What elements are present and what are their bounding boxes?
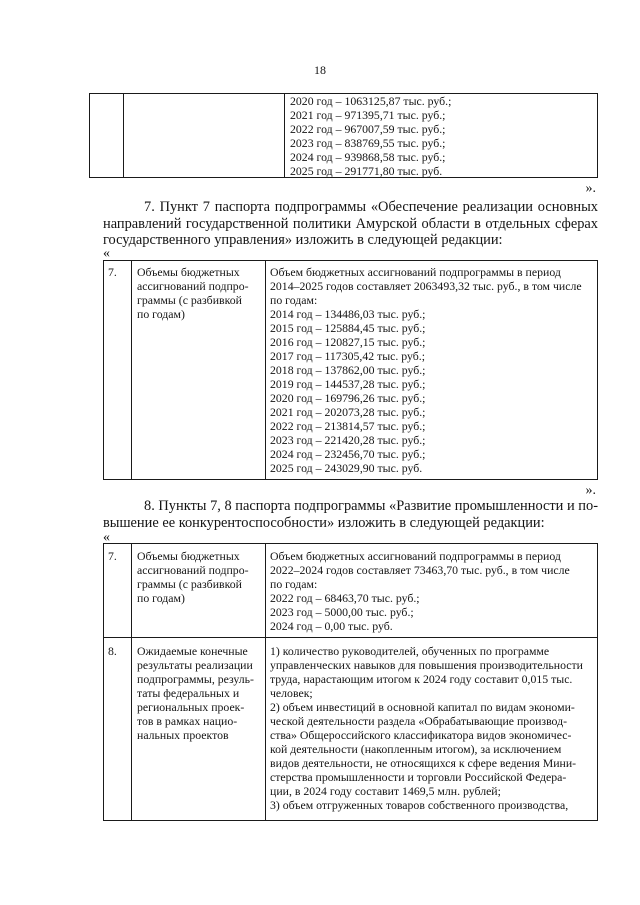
table-cell-number: 7. xyxy=(104,544,132,638)
value-line: 3) объем отгруженных товаров собственного производства, xyxy=(270,798,569,812)
value-line: 2022–2024 годов составляет 73463,70 тыс. руб., в том числе xyxy=(270,563,570,577)
table-cell-label xyxy=(132,638,266,820)
value-line: стерства промышленности и торговли Российской Федера- xyxy=(270,770,567,784)
value-line: 2016 год – 120827,15 тыс. руб.; xyxy=(270,335,426,349)
opening-quote: « xyxy=(103,530,110,545)
label-line: по годам) xyxy=(137,591,185,605)
table-cell-value xyxy=(285,94,597,177)
value-line: ства» Общероссийского классификатора видов экономичес- xyxy=(270,728,572,742)
value-line: ции, в 2024 году составит 1469,5 млн. рублей; xyxy=(270,784,501,798)
item-8-table xyxy=(103,543,598,821)
value-line: труда, нарастающим итогом к 2024 году составит 0,015 тыс. xyxy=(270,672,573,686)
closing-quote: ». xyxy=(585,483,596,498)
closing-quote: ». xyxy=(585,181,596,196)
value-line: 2023 год – 5000,00 тыс. руб.; xyxy=(270,605,414,619)
table-cell-number xyxy=(90,94,124,177)
value-line: человек; xyxy=(270,686,313,700)
paragraph-line: направлений государственной политики Амурской области в отдельных сферах xyxy=(103,215,598,232)
table-cell-value xyxy=(266,638,597,820)
item-7-table xyxy=(103,260,598,480)
table-cell-label xyxy=(132,544,266,638)
paragraph-line: 8. Пункты 7, 8 паспорта подпрограммы «Развитие промышленности и по- xyxy=(144,498,598,514)
table-cell-value xyxy=(266,261,597,479)
label-line: тов в рамках нацио- xyxy=(137,714,238,728)
value-line: 2020 год – 169796,26 тыс. руб.; xyxy=(270,391,426,405)
value-line: 2020 год – 1063125,87 тыс. руб.; xyxy=(290,94,452,108)
value-line: по годам: xyxy=(270,577,318,591)
value-line: кой деятельности (накопленным итогом), за исключением xyxy=(270,742,562,756)
label-line: ассигнований подпро- xyxy=(137,279,249,293)
label-line: граммы (с разбивкой xyxy=(137,577,242,591)
paragraph-item-7 xyxy=(103,199,598,249)
value-line: Объем бюджетных ассигнований подпрограммы в период xyxy=(270,265,561,279)
label-line: региональных проек- xyxy=(137,700,245,714)
value-line: 2022 год – 213814,57 тыс. руб.; xyxy=(270,419,426,433)
table-cell-number: 8. xyxy=(104,638,132,820)
value-line: 2) объем инвестиций в основной капитал по видам экономи- xyxy=(270,700,575,714)
value-line: 2018 год – 137862,00 тыс. руб.; xyxy=(270,363,426,377)
value-line: Объем бюджетных ассигнований подпрограммы в период xyxy=(270,549,561,563)
label-line: Объемы бюджетных xyxy=(137,265,240,279)
paragraph-item-8 xyxy=(103,498,598,531)
value-line: 2022 год – 68463,70 тыс. руб.; xyxy=(270,591,420,605)
table-cell-label xyxy=(132,261,266,479)
value-line: 2024 год – 232456,70 тыс. руб.; xyxy=(270,447,426,461)
value-line: 2014–2025 годов составляет 2063493,32 тыс. руб., в том числе xyxy=(270,279,582,293)
value-line: видов деятельности, не относящихся к сфере ведения Мини- xyxy=(270,756,577,770)
paragraph-line: 7. Пункт 7 паспорта подпрограммы «Обеспечение реализации основных xyxy=(144,199,598,215)
label-line: нальных проектов xyxy=(137,728,229,742)
value-line: 2025 год – 291771,80 тыс. руб. xyxy=(290,164,443,177)
value-line: 2019 год – 144537,28 тыс. руб.; xyxy=(270,377,426,391)
continued-table xyxy=(89,93,598,178)
value-line: по годам: xyxy=(270,293,318,307)
opening-quote: « xyxy=(103,246,110,261)
table-cell-value xyxy=(266,544,597,638)
label-line: ассигнований подпро- xyxy=(137,563,249,577)
value-line: управленческих навыков для повышения производительности xyxy=(270,658,583,672)
label-line: подпрограммы, резуль- xyxy=(137,672,254,686)
paragraph-line: государственного управления» изложить в следующей редакции: xyxy=(103,232,503,248)
value-line: 2022 год – 967007,59 тыс. руб.; xyxy=(290,122,446,136)
value-line: ческой деятельности раздела «Обрабатывающие производ- xyxy=(270,714,568,728)
value-line: 2021 год – 202073,28 тыс. руб.; xyxy=(270,405,426,419)
value-line: 2015 год – 125884,45 тыс. руб.; xyxy=(270,321,426,335)
value-line: 2017 год – 117305,42 тыс. руб.; xyxy=(270,349,426,363)
label-line: Ожидаемые конечные xyxy=(137,644,248,658)
value-line: 2014 год – 134486,03 тыс. руб.; xyxy=(270,307,426,321)
table-cell-number: 7. xyxy=(104,261,132,479)
value-line: 1) количество руководителей, обученных по программе xyxy=(270,644,550,658)
label-line: результаты реализации xyxy=(137,658,253,672)
label-line: Объемы бюджетных xyxy=(137,549,240,563)
value-line: 2024 год – 0,00 тыс. руб. xyxy=(270,619,393,633)
value-line: 2023 год – 838769,55 тыс. руб.; xyxy=(290,136,446,150)
value-line: 2025 год – 243029,90 тыс. руб. xyxy=(270,461,423,475)
value-line: 2024 год – 939868,58 тыс. руб.; xyxy=(290,150,446,164)
value-line: 2021 год – 971395,71 тыс. руб.; xyxy=(290,108,446,122)
label-line: граммы (с разбивкой xyxy=(137,293,242,307)
table-cell-label xyxy=(124,94,285,177)
label-line: по годам) xyxy=(137,307,185,321)
page-number: 18 xyxy=(314,63,326,77)
value-line: 2023 год – 221420,28 тыс. руб.; xyxy=(270,433,426,447)
paragraph-line: вышение ее конкурентоспособности» изложить в следующей редакции: xyxy=(103,514,545,531)
label-line: таты федеральных и xyxy=(137,686,240,700)
